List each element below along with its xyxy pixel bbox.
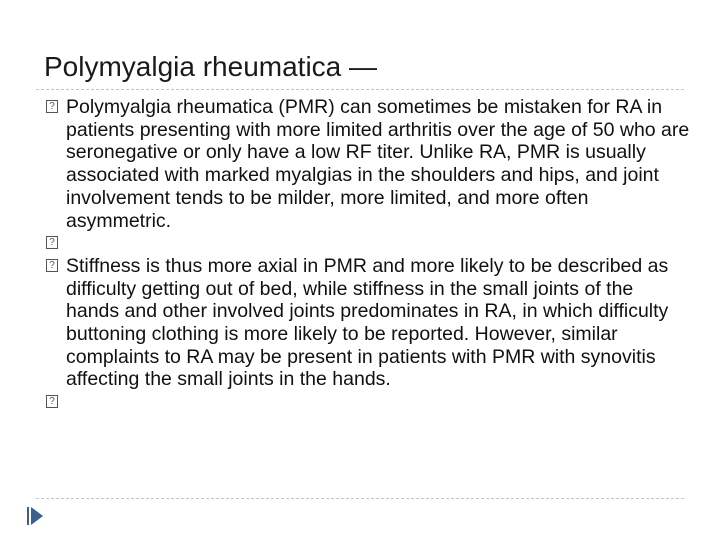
bullet-item-empty [44,232,690,255]
missing-glyph-box-icon: ? [46,236,58,249]
slide-title: Polymyalgia rheumatica — [44,51,378,82]
bullet-text: Polymyalgia rheumatica (PMR) can sometimes be mistaken for RA in patients presenting with more limited arthritis over the age of 50 who are seronegative or only have a low RF titer. Unlike RA, PMR is usually associated with marked myalgias in the shoulders and hips, and joint involvement tends to be milder, more limited, and more often asymmetric. [66,96,690,232]
missing-glyph-box-icon: ? [46,100,58,113]
bullet-item-stiffness [44,255,690,391]
next-slide-arrow-icon[interactable] [31,507,43,525]
missing-glyph-box-icon: ? [46,259,58,272]
footer-divider [36,498,684,499]
bullet-item-pmr-overview [44,96,690,232]
bullet-item-empty [44,391,690,414]
bullet-text: Stiffness is thus more axial in PMR and more likely to be described as difficulty getting out of bed, while stiffness in the small joints of the hands and other involved joints predominates in RA, in which difficulty buttoning clothing is more likely to be reported. However, similar complaints to RA may be present in patients with PMR with synovitis affecting the small joints in the hands. [66,254,669,391]
title-divider-top [36,89,684,90]
bullet-list [44,96,690,414]
missing-glyph-box-icon: ? [46,395,58,408]
